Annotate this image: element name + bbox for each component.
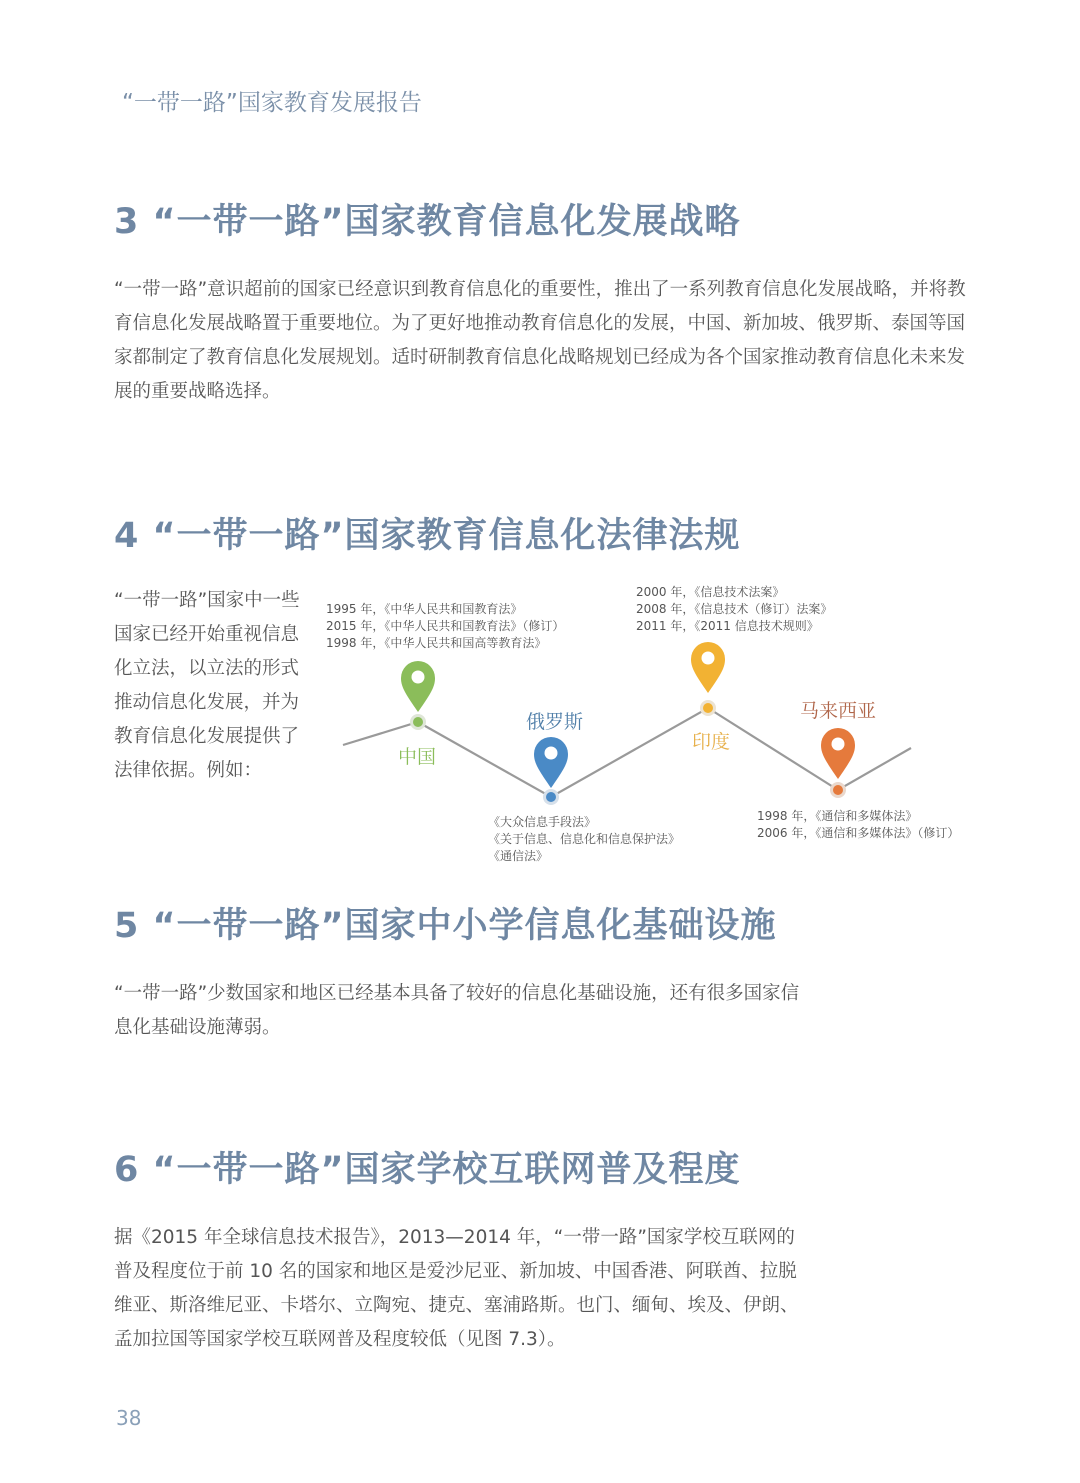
russia-laws-list [488, 814, 680, 865]
law-item: 2006 年，《通信和多媒体法》（修订） [757, 826, 960, 840]
map-pin-icon-china [401, 661, 435, 712]
page-number: 38 [116, 1406, 142, 1430]
map-pin-icon-russia [534, 737, 568, 788]
law-item: 2000 年，《信息技术法案》 [636, 585, 785, 599]
law-item: 1995 年，《中华人民共和国教育法》 [326, 602, 523, 616]
country-label-china: 中国 [398, 746, 437, 768]
india-laws-list [636, 584, 832, 635]
law-item: 1998 年，《中华人民共和国高等教育法》 [326, 636, 547, 650]
law-item: 《关于信息、信息化和信息保护法》 [488, 832, 681, 846]
law-item: 1998 年，《通信和多媒体法》 [757, 809, 918, 823]
section-5-body: “一带一路”少数国家和地区已经基本具备了较好的信息化基础设施，还有很多国家信息化基础设施薄弱。 [114, 983, 800, 1038]
country-label-india: 印度 [692, 731, 731, 753]
map-pin-icon-malaysia [821, 728, 855, 779]
china-laws-list [326, 601, 564, 652]
section-4-body: “一带一路”国家中一些国家已经开始重视信息化立法，以立法的形式推动信息化发展，并为教育信息化发展提供了法律依据。例如： [114, 590, 300, 781]
country-label-malaysia: 马来西亚 [800, 700, 877, 722]
section-6-heading: 6 “一带一路”国家学校互联网普及程度 [114, 1150, 741, 1190]
section-3-body: “一带一路”意识超前的国家已经意识到教育信息化的重要性，推出了一系列教育信息化发展战略，并将教育信息化发展战略置于重要地位。为了更好地推动教育信息化的发展，中国、新加坡、俄罗斯、泰国等国家都制定了教育信息化发展规划。适时研制教育信息化战略规划已经成为各个国家推动教育信息化未来发展的重要战略选择。 [114, 279, 966, 402]
law-item: 2015 年，《中华人民共和国教育法》（修订） [326, 619, 565, 633]
law-item: 《大众信息手段法》 [488, 815, 597, 829]
country-label-russia: 俄罗斯 [526, 711, 584, 733]
section-6-body: 据《2015 年全球信息技术报告》，2013—2014 年，“一带一路”国家学校互联网的普及程度位于前 10 名的国家和地区是爱沙尼亚、新加坡、中国香港、阿联酋、拉脱维亚、斯洛维尼亚、卡塔尔、立陶宛、捷克、塞浦路斯。也门、缅甸、埃及、伊朗、孟加拉国等国家学校互联网普及程度较低（见图 7.3）。 [114, 1227, 799, 1350]
law-item: 《通信法》 [488, 849, 549, 863]
running-header: “一带一路”国家教育发展报告 [122, 90, 422, 116]
section-4-heading: 4 “一带一路”国家教育信息化法律法规 [114, 516, 741, 556]
malaysia-laws-list [757, 808, 959, 842]
law-item: 2008 年，《信息技术（修订）法案》 [636, 602, 833, 616]
map-pin-icon-india [691, 642, 725, 693]
section-5-heading: 5 “一带一路”国家中小学信息化基础设施 [114, 906, 777, 946]
law-item: 2011 年，《2011 信息技术规则》 [636, 619, 819, 633]
section-3-heading: 3 “一带一路”国家教育信息化发展战略 [114, 202, 741, 242]
